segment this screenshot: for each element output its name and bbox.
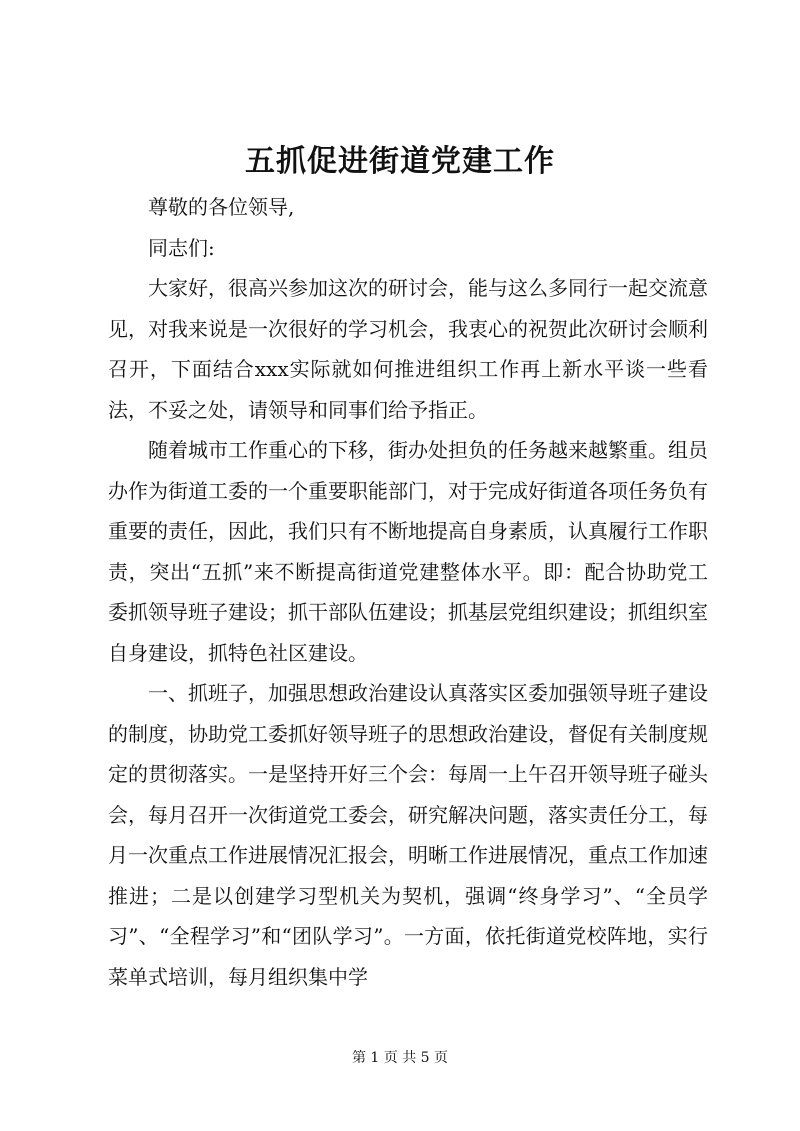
paragraph-five-grasps: 随着城市工作重心的下移，街办处担负的任务越来越繁重。组员办作为街道工委的一个重要职能部门，对于完成好街道各项任务负有重要的责任，因此，我们只有不断地提高自身素质，认真履行工作职责，突出“五抓”来不断提高街道党建整体水平。即：配合协助党工委抓领导班子建设；抓干部队伍建设；抓基层党组织建设；抓组织室自身建设，抓特色社区建设。 — [108, 438, 708, 665]
paragraph-leadership-team: 一、抓班子，加强思想政治建设认真落实区委加强领导班子建设的制度，协助党工委抓好领导班子的思想政治建设，督促有关制度规定的贯彻落实。一是坚持开好三个会：每周一上午召开领导班子碰头会，每月召开一次街道党工委会，研究解决问题，落实责任分工，每月一次重点工作进展情况汇报会，明晰工作进展情况，重点工作加速推进；二是以创建学习型机关为契机，强调“终身学习”、“全员学习”、“全程学习”和“团队学习”。一方面，依托街道党校阵地，实行菜单式培训，每月组织集中学 — [108, 681, 708, 989]
document-body — [108, 187, 708, 997]
salutation-comrades: 同志们: — [148, 235, 215, 260]
page-number: 第 1 页 共 5 页 — [351, 1050, 449, 1066]
paragraph-greeting: 大家好，很高兴参加这次的研讨会，能与这么多同行一起交流意见，对我来说是一次很好的学习机会，我衷心的祝贺此次研讨会顺利召开，下面结合xxx实际就如何推进组织工作再上新水平谈一些看法，不妥之处，请领导和同事们给予指正。 — [108, 276, 708, 422]
salutation-leaders: 尊敬的各位领导, — [148, 195, 295, 219]
page-title: 五抓促进街道党建工作 — [245, 144, 555, 179]
